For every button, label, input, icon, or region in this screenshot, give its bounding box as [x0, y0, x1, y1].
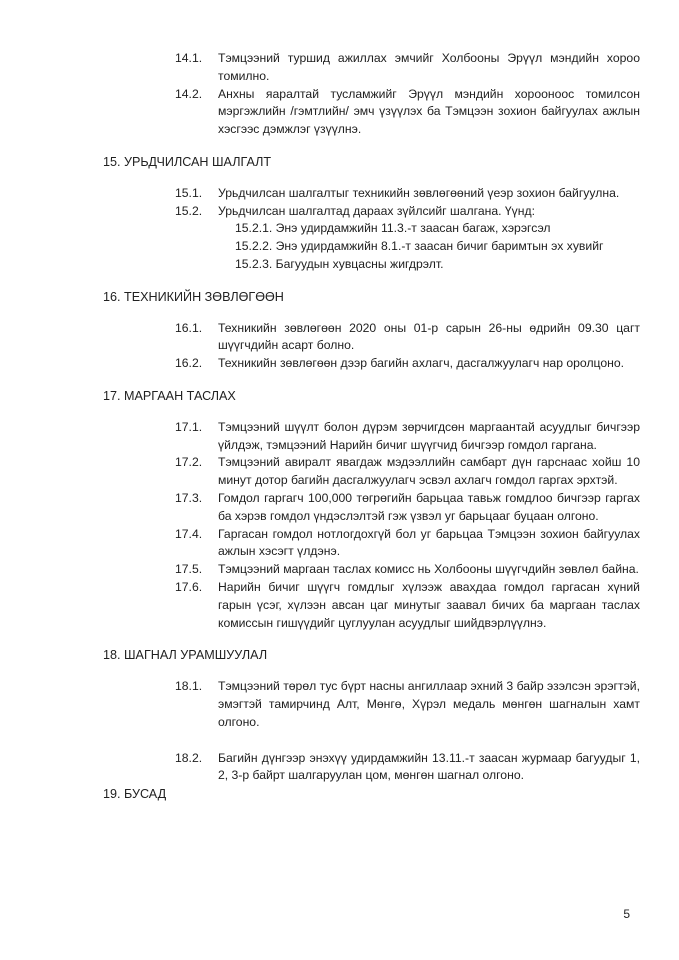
item-number: 17.1.: [175, 419, 203, 434]
item-text: Багийн дүнгээр энэхүү удирдамжийн 13.11.-т заасан журмаар багуудыг 1, 2, 3-р байрт шалгаруулан цом, мөнгөн шагнал олгоно.: [218, 750, 640, 783]
list-item: [103, 750, 640, 786]
item-number: 14.1.: [175, 51, 203, 65]
item-number: 17.6.: [175, 579, 203, 594]
section-heading: 16. ТЕХНИКИЙН ЗӨВЛӨГӨӨН: [103, 289, 284, 304]
item-text: Тэмцээний туршид ажиллах эмчийг Холбооны Эрүүл мэндийн хороо томилно.: [218, 51, 640, 83]
item-text: Техникийн зөвлөгөөн дээр багийн ахлагч, дасгалжуулагч нар оролцоно.: [218, 356, 625, 371]
item-text: Гомдол гаргагч 100,000 төгрөгийн барьцаа тавьж гомдлоо бичгээр гаргах ба хэрэв гомдол үндэслэлтэй гэж үзвэл уг барьцааг буцаан олгоно.: [218, 490, 640, 523]
item-number: 18.2.: [175, 750, 203, 765]
document-section: [103, 647, 640, 785]
item-number: 18.1.: [175, 679, 203, 694]
subitem-text: 15.2.3. Багуудын хувцасны жигдрэлт.: [235, 256, 444, 271]
document-section: [103, 289, 640, 373]
list-item: [103, 320, 640, 356]
item-number: 17.2.: [175, 455, 203, 470]
list-item: [103, 185, 640, 203]
item-number: 15.1.: [175, 185, 203, 200]
section-heading: 15. УРЬДЧИЛСАН ШАЛГАЛТ: [103, 154, 272, 169]
subitem-text: 15.2.1. Энэ удирдамжийн 11.3.-т заасан багаж, хэрэгсэл: [235, 221, 551, 236]
section-heading: 19. БУСАД: [103, 787, 167, 802]
document-body: [103, 50, 640, 817]
page-number: 5: [623, 907, 630, 921]
list-item: [103, 678, 640, 731]
list-item: [103, 561, 640, 579]
section-items: [103, 50, 640, 139]
item-number: 14.2.: [175, 86, 203, 101]
document-section: [103, 786, 640, 804]
item-number: 15.2.: [175, 203, 203, 218]
item-text: Тэмцээний авиралт явагдаж мэдээллийн самбарт дүн гарснаас хойш 10 минут дотор багийн дасгалжуулагч эсвэл ахлагч гомдол гаргах эрхтэй.: [218, 455, 640, 488]
list-item: [103, 454, 640, 490]
list-item: [103, 526, 640, 562]
item-text: Анхны яаралтай тусламжийг Эрүүл мэндийн хорооноос томилсон мэргэжлийн /гэмтлийн/ эмч үзүүлэх ба Тэмцээн зохион байгуулах ажлын хэсгээс дэмжлэг үзүүлнэ.: [218, 86, 640, 137]
section-items: [103, 678, 640, 785]
list-item: [103, 355, 640, 373]
list-item: [103, 86, 640, 139]
document-section: [103, 50, 640, 139]
list-item: [103, 203, 640, 221]
section-heading: 17. МАРГААН ТАСЛАХ: [103, 388, 236, 403]
item-text: Тэмцээний төрөл тус бүрт насны ангиллаар эхний 3 байр эзэлсэн эрэгтэй, эмэгтэй тамирчинд Алт, Мөнгө, Хүрэл медаль мөнгөн шагналын хамт олгоно.: [218, 679, 640, 729]
section-items: [103, 185, 640, 274]
list-item: [103, 490, 640, 526]
item-text: Нарийн бичиг шүүгч гомдлыг хүлээж авахдаа гомдол гаргасан хүний гарын үсэг, хүлээн авсан цаг минутыг заавал бичих ба маргаан таслах комиссын гишүүдийг цуглуулан асуудлыг шийдвэрлүүлнэ.: [218, 579, 640, 630]
section-heading: 18. ШАГНАЛ УРАМШУУЛАЛ: [103, 648, 268, 663]
item-number: 17.5.: [175, 562, 203, 577]
item-text: Техникийн зөвлөгөөн 2020 оны 01-р сарын 26-ны өдрийн 09.30 цагт шүүгчдийн асарт болно.: [218, 320, 640, 353]
list-item: [103, 50, 640, 86]
section-items: [103, 419, 640, 633]
subitem-text: 15.2.2. Энэ удирдамжийн 8.1.-т заасан бичиг баримтын эх хувийг: [235, 239, 604, 254]
item-text: Урьдчилсан шалгалтыг техникийн зөвлөгөөний үеэр зохион байгуулна.: [218, 185, 620, 200]
document-section: [103, 154, 640, 274]
item-number: 16.1.: [175, 320, 203, 335]
item-number: 16.2.: [175, 356, 203, 371]
item-text: Урьдчилсан шалгалтад дараах зүйлсийг шалгана. Үүнд:: [218, 203, 535, 218]
document-section: [103, 388, 640, 632]
list-item: [103, 419, 640, 455]
item-text: Тэмцээний маргаан таслах комисс нь Холбооны шүүгчдийн зөвлөл байна.: [218, 562, 639, 577]
section-items: [103, 320, 640, 373]
item-text: Гаргасан гомдол нотлогдохгүй бол уг барьцаа Тэмцээн зохион байгуулах ажлын хэсэгт үлдэнэ.: [218, 526, 640, 559]
item-number: 17.4.: [175, 526, 203, 541]
list-item: [103, 579, 640, 632]
item-number: 17.3.: [175, 490, 203, 505]
item-text: Тэмцээний шүүлт болон дүрэм зөрчигдсөн маргаантай асуудлыг бичгээр үйлдэж, тэмцээний Нарийн бичиг шүүгчид бичгээр гомдол гаргана.: [218, 419, 640, 452]
